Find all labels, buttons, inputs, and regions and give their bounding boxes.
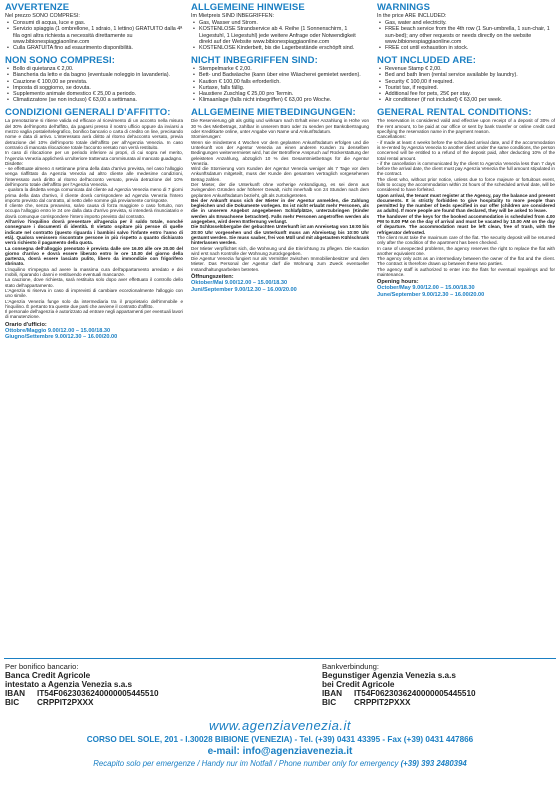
bic-row bbox=[322, 698, 555, 707]
list-item: • Culla GRATUITA fino ad esaurimento disponibilità. bbox=[10, 45, 183, 51]
warnings-heading: ALLGEMEINE HINWEISE bbox=[191, 2, 305, 13]
list-item: • KOSTENLOSE Kinderbett, bis die Lagerbestände erschöpft sind. bbox=[196, 45, 369, 51]
conditions-paragraph: The agency staff is authorized to enter into the flats for eventual repairings and for maintenance. bbox=[377, 266, 555, 278]
conditions-paragraph: Die Agentur Venezia fungiert nur als Vermittler zwischen Immobilienbesitzer und dem Mieter. Das Personal der Agentur darf die Wohnung zum Zweck eventueller Instandhaltungsarbeiten betreten. bbox=[191, 256, 369, 272]
list-item: • Gas, water and electricity. bbox=[382, 20, 555, 26]
conditions-paragraph: Die Reservierung gilt als gültig und wirksam nach Erhalt einer Anzahlung in Höhe von 30 % des Mietbetrags, zahlbar in unserem Büro oder zu senden per Bankübertragung oder Kreditkarte online, unter Angabe von Name und Ankunftsdatum. bbox=[191, 118, 369, 135]
bic-row bbox=[5, 698, 238, 707]
address-line: CORSO DEL SOLE, 201 - I.30028 BIBIONE (VENEZIA) - Tel. (+39) 0431 43395 - Fax (+39) 0431 447866 bbox=[86, 735, 474, 744]
included-list bbox=[191, 20, 369, 51]
column-english bbox=[377, 2, 555, 652]
conditions-paragraph: In case of unexpected problems, the agency reserves the right to replace the flat with another equivalent one. bbox=[377, 245, 555, 256]
list-item: • Haustiere Zuschlag € 25,00 pro Termin. bbox=[196, 91, 369, 97]
list-item: • FREE cot until exhaustion in stock. bbox=[382, 45, 555, 51]
iban-row bbox=[322, 689, 555, 698]
conditions-paragraph: Wenn sie mindestens 4 Wochen vor dem geplanten Ankunftsdatum erfolgen und die Unterkunft von der Agentur Venezia an einen anderen Kunden zu denselben Bedingungen weitervermietet wird, hat der Betroffene Anspruch auf Rückerstattung der geleisteten Anzahlung, abzüglich 10 % des Gesamtmietbetrags für die Agentur Venezia. bbox=[191, 139, 369, 166]
list-item: • Klimaanlage (falls nicht inbegriffen) € 63,00 pro Woche. bbox=[196, 97, 369, 103]
list-item: • Tourist tax, if required. bbox=[382, 85, 555, 91]
conditions-paragraph: Disdette: bbox=[5, 160, 24, 166]
bank-holder: intestato a Agenzia Venezia s.a.s bbox=[5, 680, 133, 689]
bic-label: BIC bbox=[322, 698, 337, 707]
website-link[interactable]: www.agenziavenezia.it bbox=[208, 718, 352, 733]
bank-title: Per bonifico bancario: bbox=[5, 662, 79, 671]
office-hours-title: Orario d'ufficio: bbox=[5, 321, 47, 328]
list-item: • Biancheria da letto e da bagno (eventuale noleggio in lavanderia). bbox=[10, 72, 183, 78]
not-included-list bbox=[191, 66, 369, 103]
conditions-paragraph: Der Mieter, der die Unterkunft ohne vorherige Ankündigung, es sei denn aus zwingenden Gründen oder höherer Gewalt, nicht innerhalb von 24 Stunden nach dem geplanten Ankunftsdatum bezieht, gilt als zurückgetreten. bbox=[191, 182, 369, 198]
list-item: • Additional fee for pets, 25€ per stay. bbox=[382, 91, 555, 97]
list-item: • Stempelmarke € 2,00. bbox=[196, 66, 369, 72]
conditions-paragraph: The agency only acts as an intermediary between the owner of the flat and the client. The contract is therefore drawn up between these two parties. bbox=[377, 256, 555, 267]
list-item: • Supplemento animale domestico € 25,00 a periodo. bbox=[10, 91, 183, 97]
list-item: • Climatizzatore (se non incluso) € 63,00 a settimana. bbox=[10, 97, 183, 103]
bank-title: Bankverbindung: bbox=[322, 662, 379, 671]
office-hours-line: October/May 9.00/12.00 – 15.00/18.30 bbox=[377, 285, 475, 292]
iban-label: IBAN bbox=[322, 689, 343, 698]
office-hours-title: Opening hours: bbox=[377, 279, 419, 286]
office-hours-line: Ottobre/Maggio 9.00/12.00 – 15.00/18.30 bbox=[5, 327, 111, 334]
conditions-paragraph: L'Agenzia Venezia funge solo da intermediaria tra il proprietario dell'immobile e l'inquilino. È pertanto tra queste due parti che avviene il contratto d'affitto. bbox=[5, 298, 183, 309]
emergency-number[interactable]: (+39) 393 2480394 bbox=[400, 759, 467, 768]
conditions-heading: ALLGEMEINE MIETBEDINGUNGEN: bbox=[191, 107, 356, 119]
email-link[interactable]: e-mail: info@agenziavenezia.it bbox=[207, 746, 353, 757]
list-item: • Bed and bath linen (rental service available by laundry). bbox=[382, 72, 555, 78]
list-item: • Servizio spiaggia (1 ombrellone, 1 sdraio, 1 lettino) GRATUITO dalla 4ª fila ogni altra richiesta a necessità direttamente su www.bibionespiaggiaonline.com bbox=[10, 26, 183, 45]
office-hours-line: June/September 9.00/12.30 – 16.00/20.00 bbox=[377, 291, 485, 298]
office-hours-line: Oktober/Mai 9.00/12.00 – 15.00/18.30 bbox=[191, 280, 288, 287]
bic-value: CRPPIT2PXXX bbox=[37, 698, 94, 707]
list-item: • Bett- und Badwäsche (kann über eine Wäscherei gemietet werden). bbox=[196, 72, 369, 78]
column-italian bbox=[5, 2, 183, 652]
conditions-paragraph: Der Mieter verpflichtet sich, die Wohnung und die Einrichtung zu pflegen. Die Kaution wird erst nach Kontrolle der Wohnung zurückgegeben. bbox=[191, 245, 369, 256]
footer bbox=[0, 718, 560, 770]
conditions-paragraph: L'inquilino s'impegna ad avere la massima cura dell'appartamento arredato e dei mobili, riparando i danni e restituendo eventuali mancanze. bbox=[5, 266, 183, 278]
conditions-paragraph: La cauzione, dove richiesta, sarà restituita solo dopo aver effettuato il controllo dello stato dell'appartamento. bbox=[5, 277, 183, 288]
conditions-paragraph: Upon arrival, the tenant must register at the Agency, pay the balance and present documents. It is strictly forbidden to give hospitality to more people than permitted by the number of beds specified in our offer (children are considered as adults). If more people are found than declared, they will be asked to leave. bbox=[377, 192, 555, 214]
bank-details-german bbox=[238, 662, 555, 707]
bank-holder: Begunstiger Agenzia Venezia s.a.s bbox=[322, 671, 456, 680]
conditions-paragraph: - qualora la disdetta venga comunicata dal cliente ad Agenzia Venezia meno di 7 giorni prima della data d'arrivo, il cliente dovrà corrispondere ad Agenzia Venezia l'intero importo previsto dal contratto, al netto delle somme già previamente corrisposte. bbox=[5, 187, 183, 203]
conditions-paragraph: Bei der Ankunft muss sich der Mieter in der Agentur anmelden, die Zahlung begleichen und die Dokumente vorlegen. Es ist nicht erlaubt mehr Personen, als die in unserem Angebot angegebenen Schlafplätze, unterzubringen (Kinder werden als Erwachsene betrachtet). Falls mehr Personen angetroffen werden als angegeben, wird deren Entfernung verlangt. bbox=[191, 197, 369, 225]
list-item: • KOSTENLOSE Strandservice ab 4. Reihe (1 Sonnenschirm, 1 Liegestuhl, 1 Liegestuhl) jede weitere Anfrage oder Notwendigkeit direkt auf der Website www.bibionespiaggiaonline.com bbox=[196, 26, 369, 45]
bic-label: BIC bbox=[5, 698, 20, 707]
conditions-paragraph: - if made at least 4 weeks before the scheduled arrival date, and if the accommodation is re-rented by Agenzia Venezia to another client under the same conditions, the person concerned will be entitled to a refund of the deposit paid, after deducting 10% of the total rental amount. bbox=[377, 139, 555, 161]
not-included-list bbox=[5, 66, 183, 103]
section-divider bbox=[4, 658, 556, 659]
list-item: • Air conditioner (if not included) € 63,00 per week. bbox=[382, 97, 555, 103]
conditions-paragraph: La consegna dell'alloggio prenotato è prevista dalle ore 16.00 alle ore 20.00 del giorno d'arrivo e dovrà essere liberato entro le ore 10.00 del giorno della partenza, dovrà essere lasciato pulito, libero da immondizie con frigorifero sbrinato. bbox=[5, 245, 183, 267]
conditions-paragraph: The handover of the keys for the booked accommodation is scheduled from 4.00 PM to 8.00 PM on the day of arrival and must be vacated by 10.00 AM on the day of departure. The accommodation must be left clean, free of trash, with the refrigerator defrosted. bbox=[377, 213, 555, 235]
iban-value: IT54F0623036240000005445510 bbox=[37, 689, 159, 698]
conditions-paragraph: Il cliente che, senza preavviso, salvo causa di forza maggiore o caso fortuito, non occupa l'alloggio entro le 24 ore dalla data d'arrivo prevista, si intenderà rinunciatario e dovrà comunque corrispondere l'intero importo previsto dal contratto. bbox=[5, 203, 183, 219]
office-hours-line: Giugno/Settembre 9.00/12.30 – 16.00/20.00 bbox=[5, 334, 118, 341]
list-item: • Gas, Wasser und Strom. bbox=[196, 20, 369, 26]
conditions-paragraph: Il personale dell'agenzia è autorizzato ad entrare negli appartamenti per eventuali lavori di manutenzione. bbox=[5, 309, 183, 320]
bank-details bbox=[5, 662, 555, 707]
conditions-heading: CONDIZIONI GENERALI D'AFFITTO: bbox=[5, 107, 171, 119]
list-item: • Revenue Stamp € 2,00. bbox=[382, 66, 555, 72]
conditions-paragraph: Die Schlüsselübergabe der gebuchten Unterkunft ist am Anreisetag von 16:00 bis 20:00 Uhr vorgesehen und die Unterkunft muss am Abreisetag bis 10:00 Uhr geräumt werden. Sie muss sauber, frei von Müll und mit abgetautem Kühlschrank hinterlassen werden. bbox=[191, 224, 369, 246]
list-item: • Kurtaxe, falls fällig. bbox=[196, 85, 369, 91]
list-item: • Bollo di quietanza € 2,00. bbox=[10, 66, 183, 72]
emergency-text: Recapito solo per emergenze / Handy nur im Notfall / Phone number only for emergency bbox=[93, 759, 399, 768]
included-subheading: Im Mietpreis SIND INBEGRIFFEN: bbox=[191, 13, 274, 19]
bank-name: Banca Credit Agricole bbox=[5, 671, 91, 680]
included-subheading: In the price ARE INCLUDED: bbox=[377, 13, 447, 19]
conditions-heading: GENERAL RENTAL CONDITIONS: bbox=[377, 107, 532, 119]
list-item: • Kaution € 100,00 falls erforderlich. bbox=[196, 79, 369, 85]
list-item: • Imposta di soggiorno, se dovuta. bbox=[10, 85, 183, 91]
iban-label: IBAN bbox=[5, 689, 26, 698]
not-included-heading: NOT INCLUDED ARE: bbox=[377, 55, 476, 67]
warnings-heading: AVVERTENZE bbox=[5, 2, 70, 13]
conditions-paragraph: Cancellations: bbox=[377, 134, 406, 140]
iban-row bbox=[5, 689, 238, 698]
conditions-paragraph: Wird die Stornierung vom Kunden der Agentur Venezia weniger als 7 Tage vor dem Ankunftsdatum mitgeteilt, muss der Kunde den gesamten vertraglich vorgesehenen Betrag zahlen. bbox=[191, 166, 369, 182]
office-hours-line: Juni/September 9.00/12.30 – 16.00/20.00 bbox=[191, 286, 297, 293]
conditions-paragraph: La prenotazione si ritiene valida ed efficace al ricevimento di un acconto nella misura del 30% dell'importo dell'affitto, da pagarsi presso il nostro ufficio oppure da inviarsi a mezzo vaglia postale/telegrafico, bonifico bancario o carta di credito on line, precisando nome e data di arrivo. L'interessato avrà diritto al ritorno del'acconto versato, previa detrazione del 10% dell'importo totale dell'affitto per all'Agenzia Venezia. In caso contrario di mancata rilocazione totale l'acconto versato non verrà restituito. bbox=[5, 118, 183, 150]
conditions-paragraph: - if the cancellation is communicated by the client to Agenzia Venezia less than 7 days before the arrival date, the client must pay Agenzia Venezia the full amount stipulated in the contract. bbox=[377, 160, 555, 177]
list-item: • Consumi di acqua, luce e gas. bbox=[10, 20, 183, 26]
list-item: • Security € 100,00 if required. bbox=[382, 79, 555, 85]
included-subheading: Nel prezzo SONO COMPRESI: bbox=[5, 13, 80, 19]
not-included-list bbox=[377, 66, 555, 103]
conditions-paragraph: All'arrivo l'inquilino dovrà presentare all'agenzia per il saldo totale, nonché consegnare i documenti di identità. È vietato ospitare più persoe di quelle indicate nel contratto (questo riguarda i bambini salvo l'infante entro l'anno di età). Qualora venissero riscontrate persone in più rispetto a quanto dichiarato verrà richiesto il pagamento della quota. bbox=[5, 219, 183, 246]
emergency-contact bbox=[0, 758, 560, 770]
bic-value: CRPPIT2PXXX bbox=[354, 698, 411, 707]
conditions-paragraph: The client must take the maximum care of the flat. The security deposit will be returned only after the condition of the apartment has been checked. bbox=[377, 234, 555, 246]
conditions-paragraph: L'Agenzia si riserva in caso di imprevisti di cambiare eccezionalmente l'alloggio con uno simile. bbox=[5, 287, 183, 299]
iban-value: IT54F0623036240000005445510 bbox=[354, 689, 476, 698]
warnings-heading: WARNINGS bbox=[377, 2, 431, 13]
list-item: • Cauzione € 100,00 se prevista. bbox=[10, 79, 183, 85]
included-list bbox=[5, 20, 183, 51]
bank-name: bei Credit Agricole bbox=[322, 680, 395, 689]
list-item: • FREE beach service from the 4th row (1 Sun-umbrella, 1 sun-chair, 1 sun-bed); any other requests or needs directly on the website www.bibionespiaggiaonline.com bbox=[382, 26, 555, 45]
not-included-heading: NON SONO COMPRESI: bbox=[5, 55, 116, 67]
conditions-paragraph: - se effettuate almeno 4 settimane prima della data d'arrivo prevista, nel caso l'alloggio venga riaffittato da Agenzia Venezia ad altro cliente alle medesime condizioni, l'interessato avrà diritto al ritorno dell'acconto versato, previa detrazione del 10% dell'importo totale dell'affitto per l'Agenzia Venezia. bbox=[5, 166, 183, 187]
office-hours-title: Öffnungszeiten: bbox=[191, 274, 234, 281]
conditions-paragraph: The client who, without prior notice, unless due to force majeure or fortuitous event, fails to occupy the accommodation within 24 hours of the scheduled arrival date, will be considered to have forfeited. bbox=[377, 176, 555, 193]
bank-details-italian bbox=[5, 662, 238, 707]
not-included-heading: NICHT INBEGRIFFEN SIND: bbox=[191, 55, 318, 67]
included-list bbox=[377, 20, 555, 51]
column-german bbox=[191, 2, 369, 652]
conditions-paragraph: The reservation is considered valid and effective upon receipt of a deposit of 30% of the rent amount, to be paid at our office or sent by bank transfer or online credit card specifying the reservation name in the payment reason. bbox=[377, 118, 555, 135]
conditions-paragraph: Stornierungen: bbox=[191, 134, 222, 140]
conditions-paragraph: In caso di rilocazione per un periodo inferiore ai propri, di cui sopra nel merito, l'Agenzia Venezia applicherà un'ulteriore trattenuta commisurata al mancato guadagno. bbox=[5, 150, 183, 161]
